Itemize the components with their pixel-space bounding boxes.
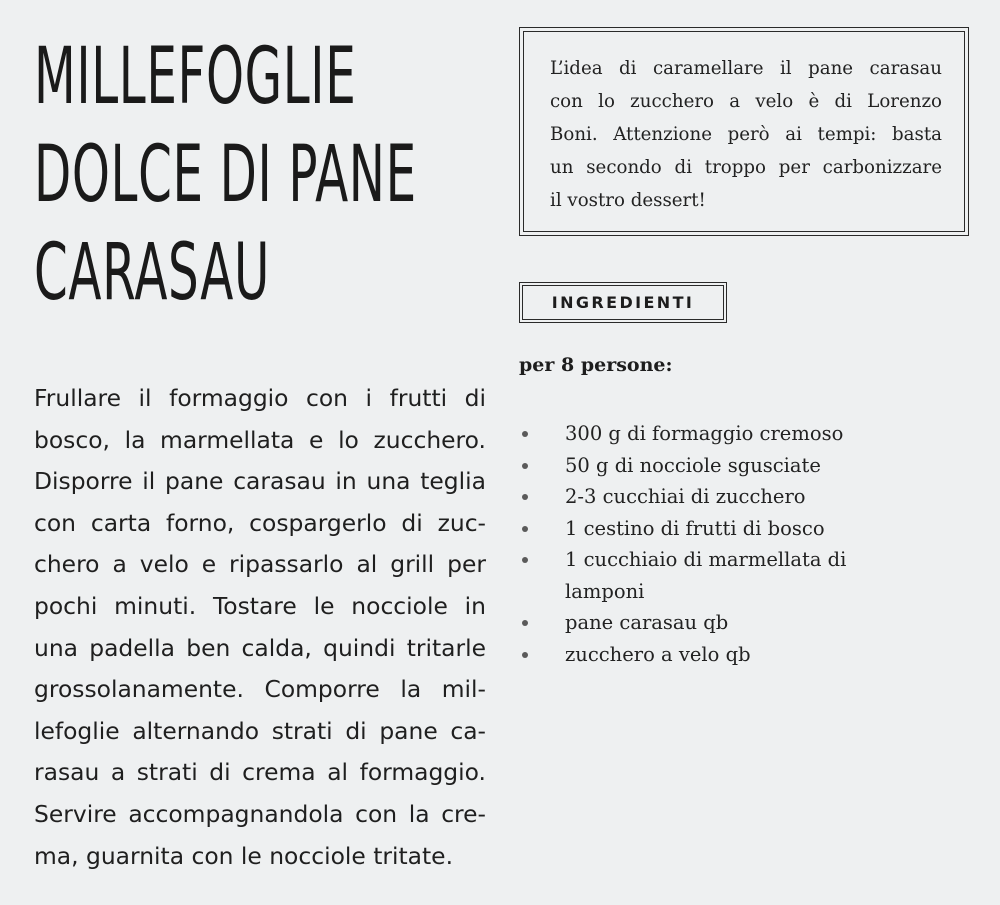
note-line: un secondo di troppo per carbonizzare [550, 157, 942, 178]
bullet-icon [522, 431, 528, 437]
list-item [519, 450, 959, 482]
title-line-2: DOLCE DI PANE [34, 130, 417, 220]
list-item [519, 607, 959, 639]
bullet-icon [522, 652, 528, 658]
ingredient-text: 1 cucchiaio di marmellata di lamponi [565, 548, 847, 603]
chef-note-text [523, 31, 965, 232]
preparation-line: grossolanamente. Comporre la mil- [34, 675, 486, 704]
note-line: L’idea di caramellare il pane carasau [550, 58, 942, 79]
bullet-icon [522, 526, 528, 532]
title-line-3: CARASAU [34, 228, 270, 318]
ingredient-text: zucchero a velo qb [565, 642, 751, 666]
note-line: Boni. Attenzione però ai tempi: basta [550, 124, 942, 145]
list-item [519, 544, 865, 607]
ingredient-text: 300 g di formaggio cremoso [565, 422, 844, 445]
list-item [519, 418, 959, 450]
preparation-line: Disporre il pane carasau in una teglia [34, 467, 486, 496]
ingredients-heading-box [519, 282, 727, 323]
chef-note-box [519, 27, 969, 236]
ingredient-text: 1 cestino di frutti di bosco [565, 516, 825, 540]
ingredients-heading: INGREDIENTI [522, 285, 724, 320]
preparation-line: con carta forno, cospargerlo di zuc- [34, 508, 486, 537]
servings-label: per 8 persone: [519, 354, 673, 376]
title-line-1: MILLEFOGLIE [34, 32, 357, 122]
ingredient-text: 50 g di nocciole sgusciate [565, 453, 821, 477]
preparation-line: ma, guarnita con le nocciole tritate. [34, 841, 453, 870]
list-item [519, 481, 959, 513]
note-line: il vostro dessert! [550, 190, 706, 211]
preparation-line: lefoglie alternando strati di pane ca- [34, 716, 486, 745]
preparation-line: pochi minuti. Tostare le nocciole in [34, 591, 486, 620]
recipe-title [34, 28, 505, 322]
preparation-line: bosco, la marmellata e lo zucchero. [34, 425, 486, 454]
bullet-icon [522, 557, 528, 563]
list-item [519, 513, 959, 545]
bullet-icon [522, 463, 528, 469]
note-line: con lo zucchero a velo è di Lorenzo [550, 91, 942, 112]
preparation-line: rasau a strati di crema al formaggio. [34, 758, 486, 787]
bullet-icon [522, 620, 528, 626]
preparation-line: Servire accompagnandola con la cre- [34, 799, 486, 828]
preparation-line: Frullare il formaggio con i frutti di [34, 384, 486, 412]
preparation-text [34, 378, 486, 877]
preparation-line: chero a velo e ripassarlo al grill per [34, 550, 486, 579]
bullet-icon [522, 494, 528, 500]
list-item [519, 639, 959, 671]
ingredients-list [519, 418, 959, 670]
ingredient-text: 2-3 cucchiai di zucchero [565, 485, 806, 508]
preparation-line: una padella ben calda, quindi tritarle [34, 633, 486, 662]
ingredient-text: pane carasau qb [565, 611, 729, 634]
